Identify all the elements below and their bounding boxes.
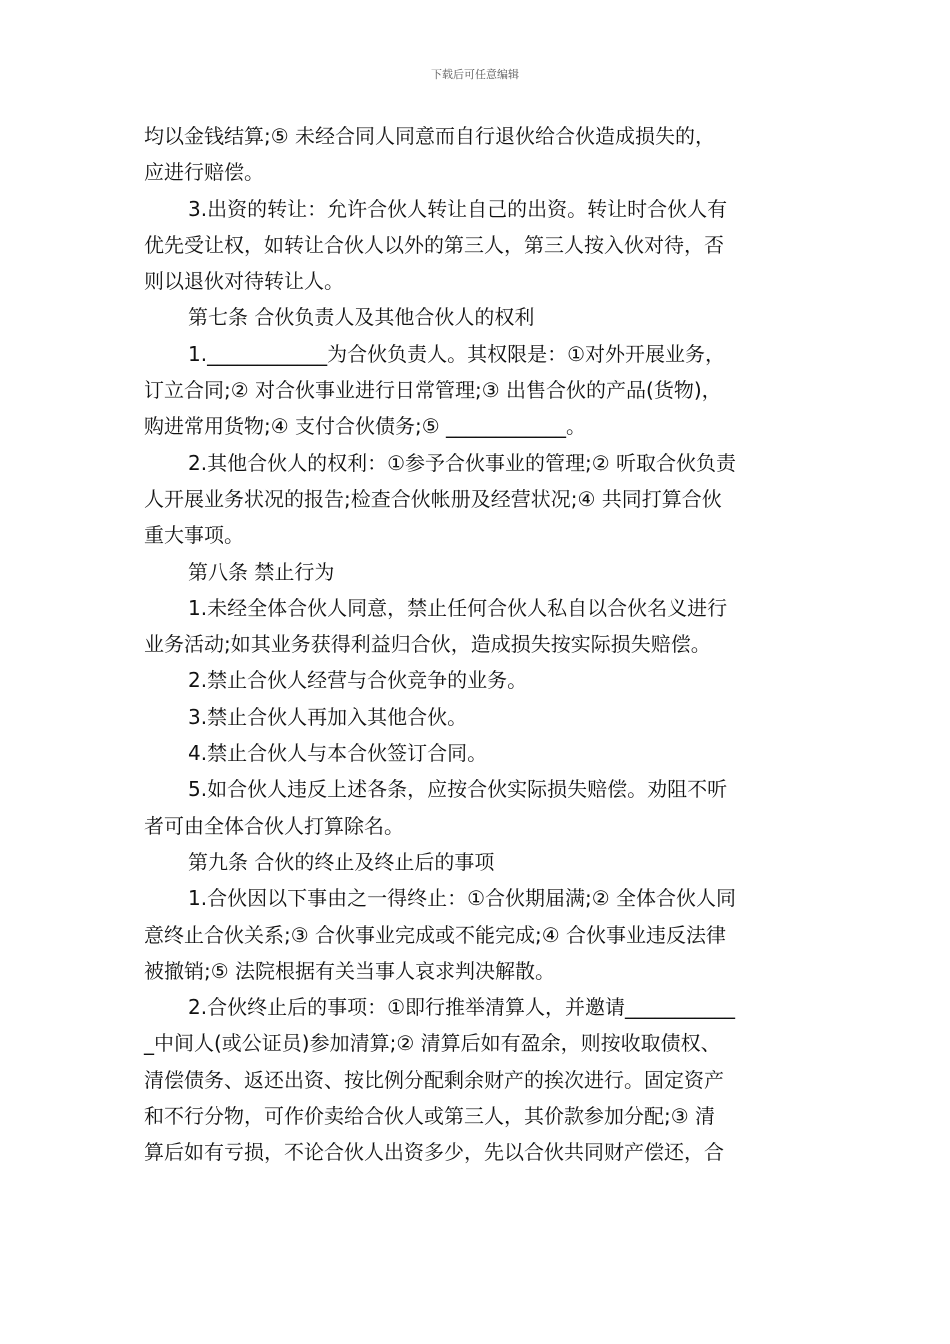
paragraph [144,191,812,300]
text-line: 3.禁止合伙人再加入其他合伙。 [188,704,468,729]
paragraph [144,590,812,663]
text-line: 1.未经全体合伙人同意，禁止任何合伙人私自以合伙名义进行 [188,595,728,620]
text-line: 和不行分物，可作价卖给合伙人或第三人，其价款参加分配;③ 清 [144,1104,716,1129]
text-line: 1.____________为合伙负责人。其权限是：①对外开展业务， [188,341,726,366]
page-header: 下载后可任意编辑 [431,68,519,81]
text-line: 2.其他合伙人的权利：①参予合伙事业的管理;② 听取合伙负责 [188,450,737,475]
paragraph [144,989,812,1170]
text-line: 业务活动;如其业务获得利益归合伙，造成损失按实际损失赔偿。 [144,632,711,657]
text-line: 2.合伙终止后的事项：①即行推举清算人，并邀请___________ [188,995,736,1020]
text-line: 均以金钱结算;⑤ 未经合同人同意而自行退伙给合伙造成损失的， [144,124,716,148]
paragraph [144,699,812,735]
paragraph [144,880,812,989]
text-line: 4.禁止合伙人与本合伙签订合同。 [188,741,488,766]
text-line: 者可由全体合伙人打算除名。 [144,813,404,838]
text-line: 3.出资的转让：允许合伙人转让自己的出资。转让时合伙人有 [188,196,728,221]
text-line: 算后如有亏损，不论合伙人出资多少，先以合伙共同财产偿还，合 [144,1140,724,1165]
paragraph [144,336,812,445]
text-line: 第八条 禁止行为 [188,559,335,584]
text-line: 人开展业务状况的报告;检查合伙帐册及经营状况;④ 共同打算合伙 [144,486,722,511]
document-body [144,118,812,1171]
text-line: 清偿债务、返还出资、按比例分配剩余财产的挨次进行。固定资产 [144,1067,724,1092]
text-line: 订立合同;② 对合伙事业进行日常管理;③ 出售合伙的产品(货物)， [144,378,722,403]
text-line: 则以退伙对待转让人。 [144,269,344,294]
text-line: 优先受让权，如转让合伙人以外的第三人，第三人按入伙对待，否 [144,232,724,257]
text-line: 购进常用货物;④ 支付合伙债务;⑤ ____________。 [144,414,587,439]
paragraph [144,554,812,590]
text-line: 2.禁止合伙人经营与合伙竞争的业务。 [188,668,528,693]
text-line: 第七条 合伙负责人及其他合伙人的权利 [188,305,535,330]
text-line: 应进行赔偿。 [144,160,264,185]
text-line: 重大事项。 [144,523,244,548]
paragraph [144,844,812,880]
text-line: 5.如合伙人违反上述各条，应按合伙实际损失赔偿。劝阻不听 [188,777,728,802]
paragraph [144,299,812,335]
text-line: 1.合伙因以下事由之一得终止：①合伙期届满;② 全体合伙人同 [188,886,737,911]
text-line: 意终止合伙关系;③ 合伙事业完成或不能完成;④ 合伙事业违反法律 [144,922,727,947]
paragraph [144,445,812,554]
paragraph [144,118,812,191]
paragraph [144,771,812,844]
text-line: 被撤销;⑤ 法院根据有关当事人哀求判决解散。 [144,958,556,983]
text-line: _中间人(或公证员)参加清算;② 清算后如有盈余，则按收取债权、 [144,1031,721,1056]
text-line: 第九条 合伙的终止及终止后的事项 [188,849,495,874]
paragraph [144,735,812,771]
paragraph [144,662,812,698]
